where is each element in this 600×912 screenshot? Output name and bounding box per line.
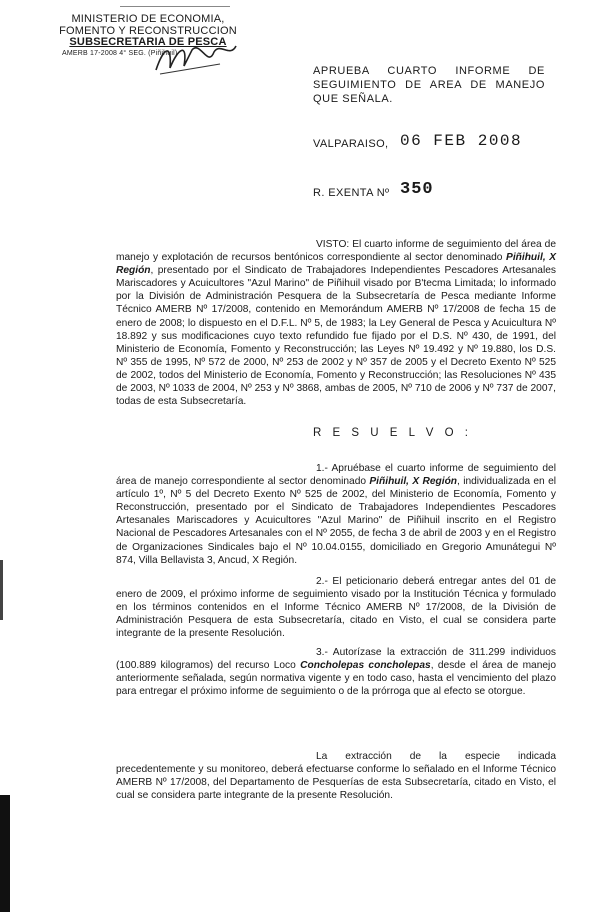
ministry-name: MINISTERIO DE ECONOMIA, <box>71 13 225 25</box>
article-1: 1.- Apruébase el cuarto informe de seguimiento del área de manejo correspondiente al sector denominado Piñihuil, X Región, individualizada en el artículo 1º, Nº 5 del Decreto Exento Nº 525 de 2002, del Ministerio de Economía, Fomento y Reconstrucción, presentado por el Sindicato de Trabajadores Independientes Pescadores Artesanales Mariscadores y Acuicultores "Azul Marino" de Piñihuil inscrito en el Registro Nacional de Pescadores Artesanales con el Nº 2055, de fecha 3 de abril de 2003 y en el Registro de Organizaciones Sindicales bajo el Nº 10.04.0155, domiciliado en Gregorio Amunátegui Nº 874, Villa Bellavista 3, Ancud, X Región. <box>116 463 556 566</box>
resolution-subject: APRUEBA CUARTO INFORME DE SEGUIMIENTO DE AREA DE MANEJO QUE SEÑALA. <box>313 65 545 105</box>
visto-paragraph: VISTO: El cuarto informe de seguimiento del área de manejo y explotación de recursos bentónicos correspondiente al sector denominado Piñihuil, X Región, presentado por el Sindicato de Trabajadores Independientes Pescadores Artesanales Mariscadores y Acuicultores "Azul Marino" de Piñihuil visado por B'tecma Limitada; lo informado por la División de Administración Pesquera de la Subsecretaría de Pesca mediante Informe Técnico AMERB Nº 17/2008, contenido en Memorándum AMERB Nº 17/2008 de fecha 15 de enero de 2008; lo dispuesto en el D.F.L. Nº 5, de 1983; la Ley General de Pesca y Acuicultura Nº 18.892 y sus modificaciones cuyo texto refundido fue fijado por el D.S. Nº 430, de 1991, del Ministerio de Economía, Fomento y Reconstrucción; las Leyes Nº 19.492 y Nº 19.880, los D.S. Nº 355 de 1995, Nº 572 de 2000, Nº 253 de 2002 y Nº 357 de 2005 y el Decreto Exento Nº 525 de 2002, todos del Ministerio de Economía, Fomento y Reconstrucción; las Resoluciones Nº 435 de 2003, Nº 1033 de 2004, Nº 253 y Nº 3868, ambas de 2005, Nº 710 de 2006 y Nº 737 de 2007, todas de esta Subsecretaría. <box>116 239 556 408</box>
ministry-name-2: FOMENTO Y RECONSTRUCCION <box>59 24 237 37</box>
file-reference: AMERB 17-2008 4° SEG. (Piñihuil) <box>62 49 178 57</box>
resolution-number: 350 <box>400 180 434 199</box>
sector-name: Piñihuil, X Región <box>369 476 458 488</box>
visto-lead: VISTO: <box>316 239 350 250</box>
species-name: Concholepas concholepas <box>300 660 431 672</box>
article-3: 3.- Autorízase la extracción de 311.299 individuos (100.889 kilogramos) del recurso Loco Concholepas concholepas, desde el área de manejo anteriormente señalada, según normativa vigente y en todo caso, hasta el vencimiento del plazo para entregar el próximo informe de seguimiento o de la prórroga que al efecto se otorgue. <box>116 647 556 698</box>
scan-artifact-line <box>120 6 230 7</box>
exento-label: R. EXENTA Nº <box>313 187 390 199</box>
resuelvo-heading: R E S U E L V O : <box>313 427 472 439</box>
scan-edge-shadow <box>0 560 3 620</box>
article-3-continued: La extracción de la especie indicada precedentemente y su monitoreo, deberá efectuarse conforme lo señalado en el Informe Técnico AMERB Nº 17/2008, del Departamento de Pesquerías de esta Subsecretaría, citado en Visto, el cual se considera parte integrante de la presente Resolución. <box>116 751 556 802</box>
stamped-date: 06 FEB 2008 <box>400 132 523 150</box>
article-2: 2.- El peticionario deberá entregar antes del 01 de enero de 2009, el próximo informe de seguimiento visado por la Institución Técnica y formulado en los términos contenidos en el Informe Técnico AMERB Nº 17/2008, de la División de Administración Pesquera de esta Subsecretaría, citado en Visto, el cual se considera parte integrante de la presente Resolución. <box>116 576 556 640</box>
signature-initials <box>150 38 240 80</box>
place-label: VALPARAISO, <box>313 138 389 150</box>
sector-name: Piñihuil, X Región <box>116 252 556 277</box>
subsecretaria-name: SUBSECRETARIA DE PESCA <box>69 36 227 48</box>
scan-edge-shadow <box>0 795 10 912</box>
